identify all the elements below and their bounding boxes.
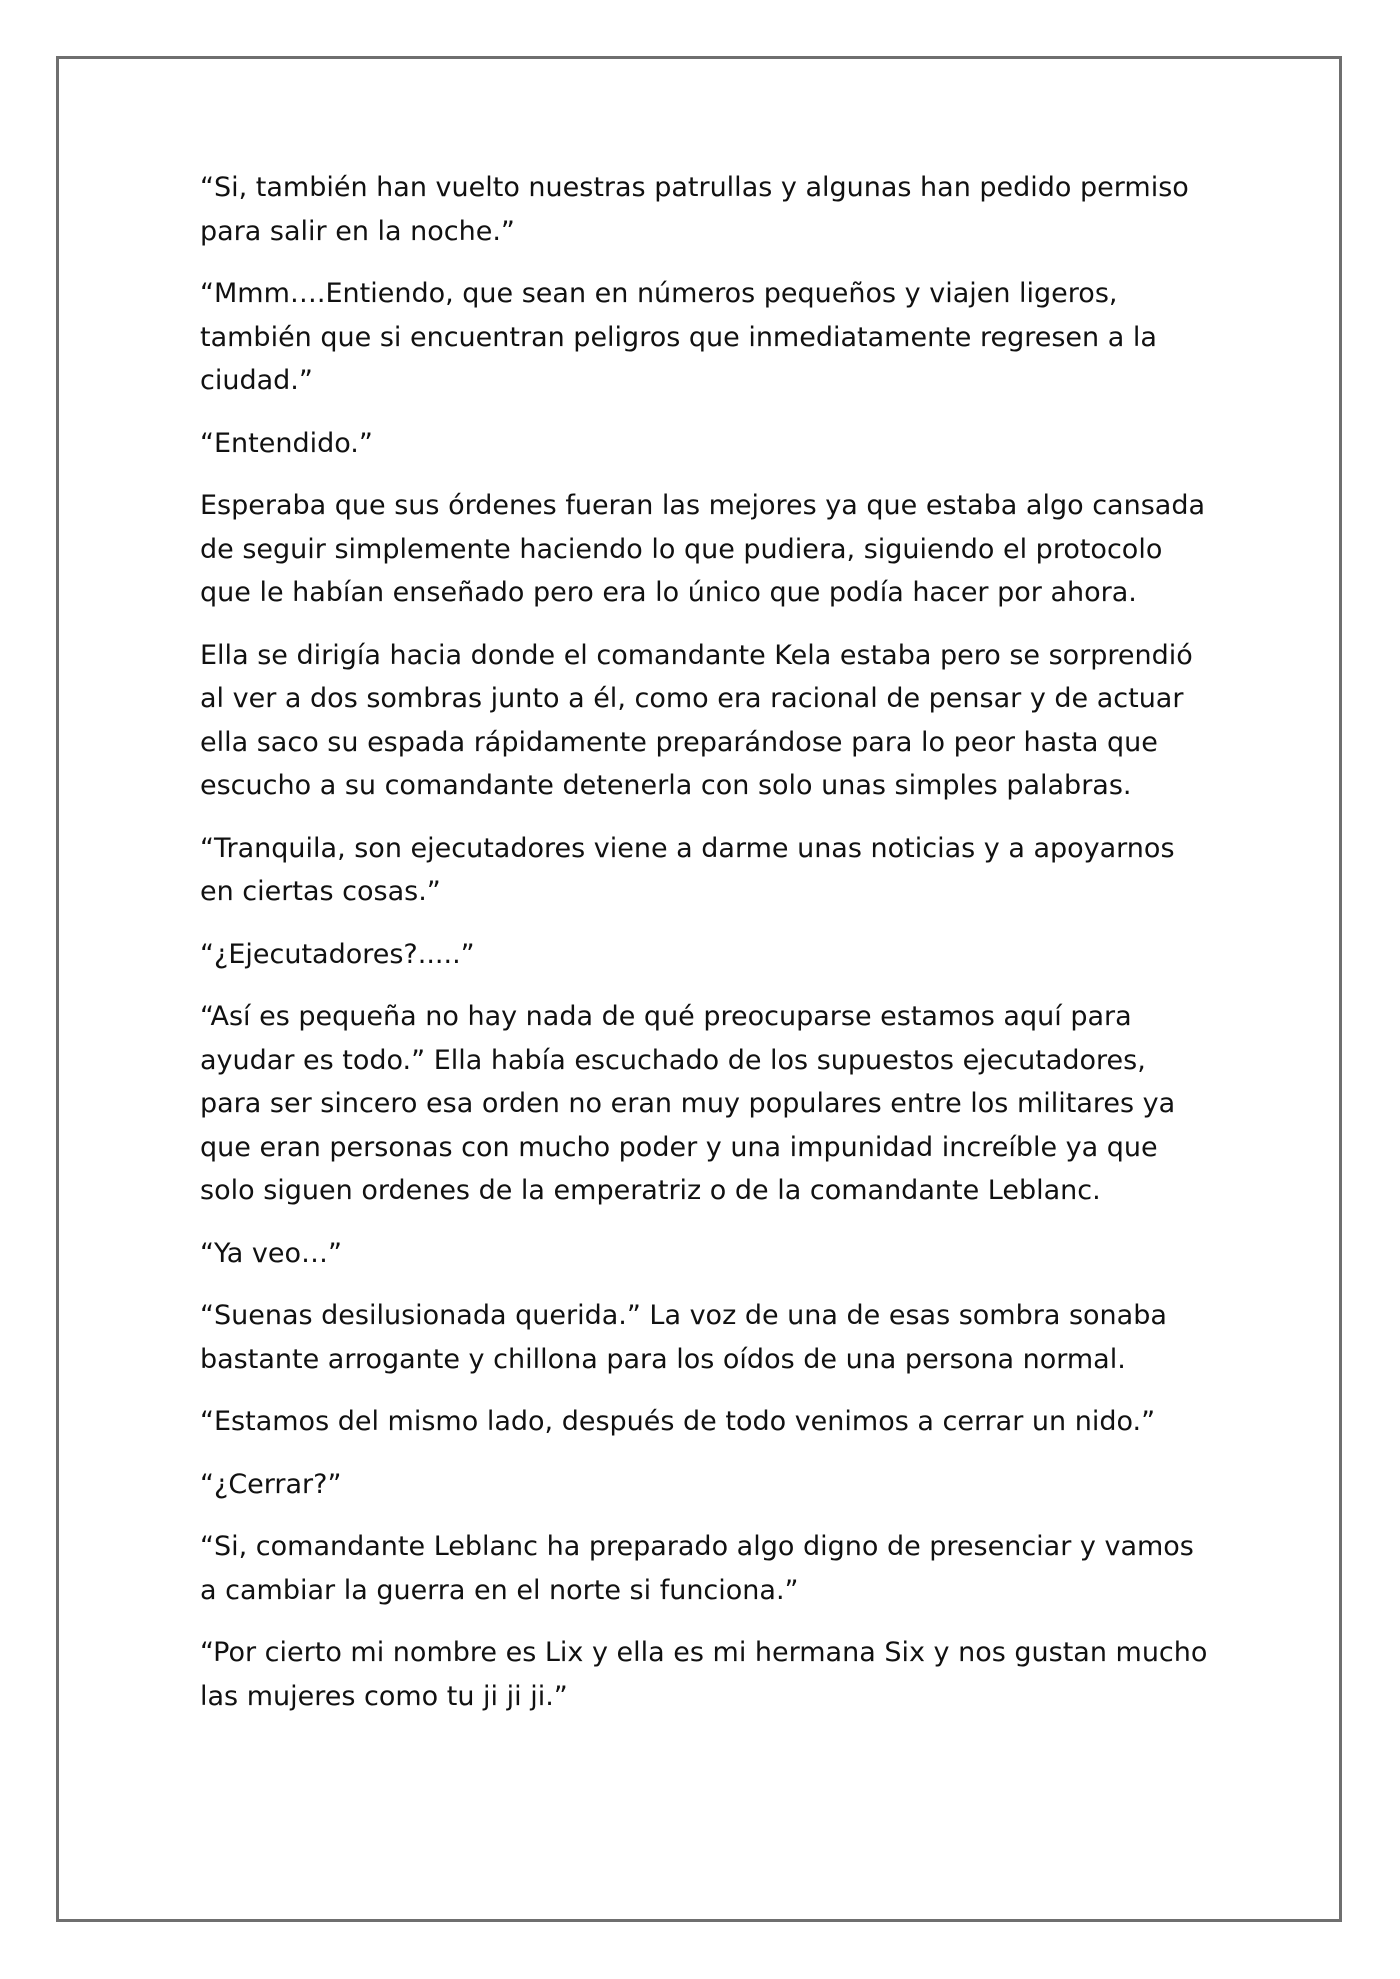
paragraph: “Ya veo…”: [200, 1237, 342, 1269]
paragraph: “¿Cerrar?”: [200, 1468, 342, 1500]
paragraph: “Si, comandante Leblanc ha preparado algo digno de presenciar y vamos a cambiar la guerra en el norte si funciona.”: [200, 1531, 1194, 1606]
paragraph: “Por cierto mi nombre es Lix y ella es mi hermana Six y nos gustan mucho las mujeres como tu ji ji ji.”: [200, 1637, 1208, 1712]
paragraph: “¿Ejecutadores?.....”: [200, 938, 475, 970]
paragraph: “Así es pequeña no hay nada de qué preocuparse estamos aquí para ayudar es todo.” Ella había escuchado de los supuestos ejecutadores, para ser sincero esa orden no eran muy populares entre los militares ya que eran personas con mucho poder y una impunidad increíble ya que solo siguen ordenes de la emperatriz o de la comandante Leblanc.: [200, 1001, 1176, 1206]
paragraph: “Suenas desilusionada querida.” La voz de una de esas sombra sonaba bastante arrogante y chillona para los oídos de una persona normal.: [200, 1300, 1167, 1375]
paragraph: “Estamos del mismo lado, después de todo venimos a cerrar un nido.”: [200, 1406, 1156, 1437]
paragraph: Ella se dirigía hacia donde el comandante Kela estaba pero se sorprendió al ver a dos sombras junto a él, como era racional de pensar y de actuar ella saco su espada rápidamente preparándose para lo peor hasta que escucho a su comandante detenerla con solo unas simples palabras.: [200, 639, 1193, 801]
document-body: [200, 166, 1210, 1737]
paragraph: “Si, también han vuelto nuestras patrullas y algunas han pedido permiso para salir en la noche.”: [200, 172, 1189, 247]
paragraph: “Mmm….Entiendo, que sean en números pequeños y viajen ligeros, también que si encuentran peligros que inmediatamente regresen a la ciudad.”: [200, 278, 1157, 396]
paragraph: “Tranquila, son ejecutadores viene a darme unas noticias y a apoyarnos en ciertas cosas.”: [200, 832, 1175, 907]
paragraph: Esperaba que sus órdenes fueran las mejores ya que estaba algo cansada de seguir simplemente haciendo lo que pudiera, siguiendo el protocolo que le habían enseñado pero era lo único que podía hacer por ahora.: [200, 490, 1206, 608]
paragraph: “Entendido.”: [200, 427, 373, 459]
